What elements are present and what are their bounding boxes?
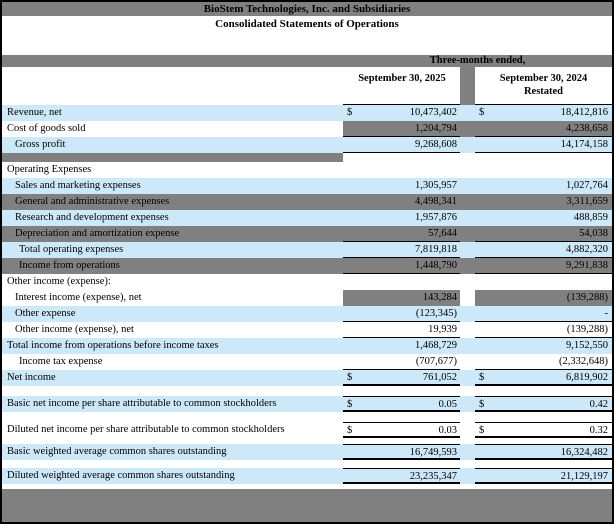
value-2025-amount: 1,448,790	[415, 260, 457, 271]
value-2024-amount: (139,288)	[566, 292, 608, 303]
row-label: Total income from operations before income taxes	[7, 340, 219, 351]
value-2025	[343, 137, 460, 153]
value-2024-amount: 18,412,816	[560, 107, 608, 118]
row-label: Basic weighted average common shares outstanding	[7, 446, 227, 457]
value-2025	[343, 444, 460, 460]
column-spacer	[460, 67, 475, 105]
column-header-2025-label: September 30, 2025	[358, 73, 446, 84]
row-label: Basic net income per share attributable to common stockholders	[7, 398, 277, 409]
value-2024	[475, 370, 612, 386]
value-2024-amount: -	[604, 308, 608, 319]
column-gap	[460, 258, 475, 274]
value-2025	[343, 338, 460, 354]
value-2024	[475, 354, 612, 370]
value-2024-amount: 9,152,550	[566, 340, 608, 351]
value-2025-amount: 1,468,729	[415, 340, 457, 351]
row-label: Net income	[7, 372, 56, 383]
value-2025-amount: (123,345)	[415, 308, 457, 319]
value-2025-amount: 23,235,347	[409, 471, 457, 482]
row-label: Research and development expenses	[15, 212, 169, 223]
row-label: Other income (expense):	[7, 276, 111, 287]
value-2025-amount: 143,284	[422, 292, 457, 303]
dollar-sign: $	[347, 425, 353, 436]
spacer-row	[2, 460, 612, 468]
column-gap	[460, 210, 475, 226]
row-label: Gross profit	[15, 139, 66, 150]
column-gap	[460, 290, 475, 306]
value-2024-amount: 1,027,764	[566, 180, 608, 191]
row-label: General and administrative expenses	[15, 196, 170, 207]
column-gap	[460, 322, 475, 338]
column-gap	[460, 468, 475, 484]
row-sales-and-marketing	[2, 178, 612, 194]
value-2024	[475, 422, 612, 438]
blank-space	[2, 31, 612, 55]
value-2025-amount	[347, 153, 457, 162]
footer-gray-bar	[2, 489, 612, 522]
column-gap	[460, 153, 475, 162]
value-2025	[343, 105, 460, 121]
value-2024-amount: 4,882,320	[566, 244, 608, 255]
column-gap	[460, 194, 475, 210]
value-2025	[343, 354, 460, 370]
row-other-income-heading	[2, 274, 612, 290]
value-2024-amount: 21,129,197	[560, 471, 608, 482]
value-2025-amount: 19,939	[428, 324, 457, 335]
value-2024	[475, 444, 612, 460]
value-2024-amount: (139,288)	[566, 324, 608, 335]
value-2025	[343, 226, 460, 242]
column-gap	[460, 178, 475, 194]
value-2025	[343, 370, 460, 386]
column-header-2024	[475, 67, 612, 105]
dollar-sign: $	[479, 107, 485, 118]
row-research-and-development	[2, 210, 612, 226]
value-2025	[343, 162, 460, 178]
value-2024-amount	[479, 274, 608, 290]
row-label: Income tax expense	[19, 356, 103, 367]
row-diluted-weighted-shares	[2, 468, 612, 484]
column-gap	[460, 105, 475, 121]
row-cost-of-goods-sold	[2, 121, 612, 137]
value-2024-amount: 16,324,482	[560, 447, 608, 458]
period-header: Three-months ended,	[429, 55, 526, 66]
value-2025-amount: 4,498,341	[415, 196, 457, 207]
value-2024-amount: 9,291,838	[566, 260, 608, 271]
value-2024-amount: 14,174,158	[560, 139, 608, 150]
value-2025-amount: 0.05	[438, 399, 457, 410]
dollar-sign: $	[479, 425, 485, 436]
column-gap	[460, 274, 475, 290]
value-2025	[343, 153, 460, 162]
statement-title: Consolidated Statements of Operations	[2, 16, 612, 31]
dollar-sign: $	[347, 107, 353, 118]
table-body	[2, 105, 612, 484]
row-net-income	[2, 370, 612, 386]
row-operating-expenses-heading	[2, 162, 612, 178]
gray-band-row	[2, 153, 612, 162]
column-gap	[460, 444, 475, 460]
row-total-operating-expenses	[2, 242, 612, 258]
value-2024	[475, 258, 612, 274]
value-2024	[475, 178, 612, 194]
row-other-expense	[2, 306, 612, 322]
value-2025-amount	[347, 274, 457, 290]
column-gap	[460, 121, 475, 137]
value-2025-amount: 1,957,876	[415, 212, 457, 223]
value-2024	[475, 121, 612, 137]
value-2024-amount: 6,819,902	[566, 372, 608, 383]
value-2024-amount: 0.32	[589, 425, 608, 436]
column-gap	[460, 354, 475, 370]
value-2024-amount: (2,332,648)	[559, 356, 608, 367]
value-2025	[343, 422, 460, 438]
column-header-2025	[343, 67, 460, 105]
column-gap	[460, 162, 475, 178]
value-2025	[343, 242, 460, 258]
value-2024-amount: 54,038	[579, 228, 608, 239]
row-gross-profit	[2, 137, 612, 153]
value-2024	[475, 396, 612, 412]
value-2025	[343, 322, 460, 338]
company-title: BioStem Technologies, Inc. and Subsidiaries	[2, 2, 612, 16]
period-band	[2, 55, 612, 67]
value-2025-amount: (707,677)	[415, 356, 457, 367]
value-2024	[475, 226, 612, 242]
row-label: Diluted weighted average common shares outstanding	[7, 470, 235, 481]
value-2025-amount: 10,473,402	[409, 107, 457, 118]
value-2025	[343, 178, 460, 194]
value-2025	[343, 396, 460, 412]
column-gap	[460, 422, 475, 438]
row-label: Revenue, net	[7, 107, 62, 118]
value-2025	[343, 468, 460, 484]
value-2025	[343, 121, 460, 137]
row-label: Other income (expense), net	[15, 324, 134, 335]
column-gap	[460, 396, 475, 412]
value-2024-amount: 488,859	[573, 212, 608, 223]
value-2024	[475, 153, 612, 162]
column-header-row	[2, 67, 612, 105]
row-depreciation-amortization	[2, 226, 612, 242]
row-interest-income	[2, 290, 612, 306]
value-2025-amount: 7,819,818	[415, 244, 457, 255]
column-gap	[460, 370, 475, 386]
value-2024	[475, 242, 612, 258]
spacer-row	[2, 386, 612, 396]
value-2024	[475, 194, 612, 210]
value-2024	[475, 322, 612, 338]
value-2024-amount: 3,311,659	[566, 196, 608, 207]
dollar-sign: $	[347, 372, 353, 383]
row-total-income-before-taxes	[2, 338, 612, 354]
value-2025-amount: 1,204,794	[415, 123, 457, 134]
row-income-tax-expense	[2, 354, 612, 370]
value-2024	[475, 105, 612, 121]
dollar-sign: $	[347, 399, 353, 410]
value-2025-amount: 57,644	[428, 228, 457, 239]
value-2025	[343, 306, 460, 322]
row-label: Other expense	[15, 308, 76, 319]
row-other-income-net	[2, 322, 612, 338]
value-2024	[475, 290, 612, 306]
dollar-sign: $	[479, 399, 485, 410]
value-2024-amount	[479, 162, 608, 178]
row-diluted-eps	[2, 422, 612, 438]
column-gap	[460, 226, 475, 242]
column-gap	[460, 306, 475, 322]
column-gap	[460, 137, 475, 153]
value-2024-amount: 0.42	[589, 399, 608, 410]
column-header-2024-label: September 30, 2024	[499, 73, 588, 84]
value-2024-amount: 4,238,658	[566, 123, 608, 134]
row-label: Diluted net income per share attributable to common stockholders	[7, 424, 285, 435]
value-2024	[475, 306, 612, 322]
row-label: Operating Expenses	[7, 164, 92, 175]
value-2025	[343, 210, 460, 226]
row-revenue-net	[2, 105, 612, 121]
value-2025-amount: 761,052	[422, 372, 457, 383]
row-basic-eps	[2, 396, 612, 412]
column-gap	[460, 338, 475, 354]
value-2025	[343, 274, 460, 290]
value-2024	[475, 210, 612, 226]
row-label: Total operating expenses	[19, 244, 124, 255]
row-income-from-operations	[2, 258, 612, 274]
row-label: Depreciation and amortization expense	[15, 228, 180, 239]
row-label	[2, 153, 343, 162]
column-header-2024-restated: Restated	[523, 86, 564, 97]
value-2024-amount	[479, 153, 608, 162]
value-2025-amount: 16,749,593	[409, 447, 457, 458]
row-general-and-administrative	[2, 194, 612, 210]
row-label: Cost of goods sold	[7, 123, 86, 134]
row-label: Income from operations	[19, 260, 120, 271]
value-2024	[475, 162, 612, 178]
value-2025	[343, 290, 460, 306]
dollar-sign: $	[479, 372, 485, 383]
value-2024	[475, 137, 612, 153]
value-2024	[475, 274, 612, 290]
column-gap	[460, 242, 475, 258]
column-header-empty	[2, 67, 343, 105]
value-2024	[475, 468, 612, 484]
value-2025	[343, 194, 460, 210]
value-2025	[343, 258, 460, 274]
value-2025-amount: 1,305,957	[415, 180, 457, 191]
row-label: Sales and marketing expenses	[15, 180, 141, 191]
value-2025-amount	[347, 162, 457, 178]
row-basic-weighted-shares	[2, 444, 612, 460]
row-label: Interest income (expense), net	[15, 292, 142, 303]
value-2024	[475, 338, 612, 354]
spacer-row	[2, 412, 612, 422]
value-2025-amount: 0.03	[438, 425, 457, 436]
value-2025-amount: 9,268,608	[415, 139, 457, 150]
